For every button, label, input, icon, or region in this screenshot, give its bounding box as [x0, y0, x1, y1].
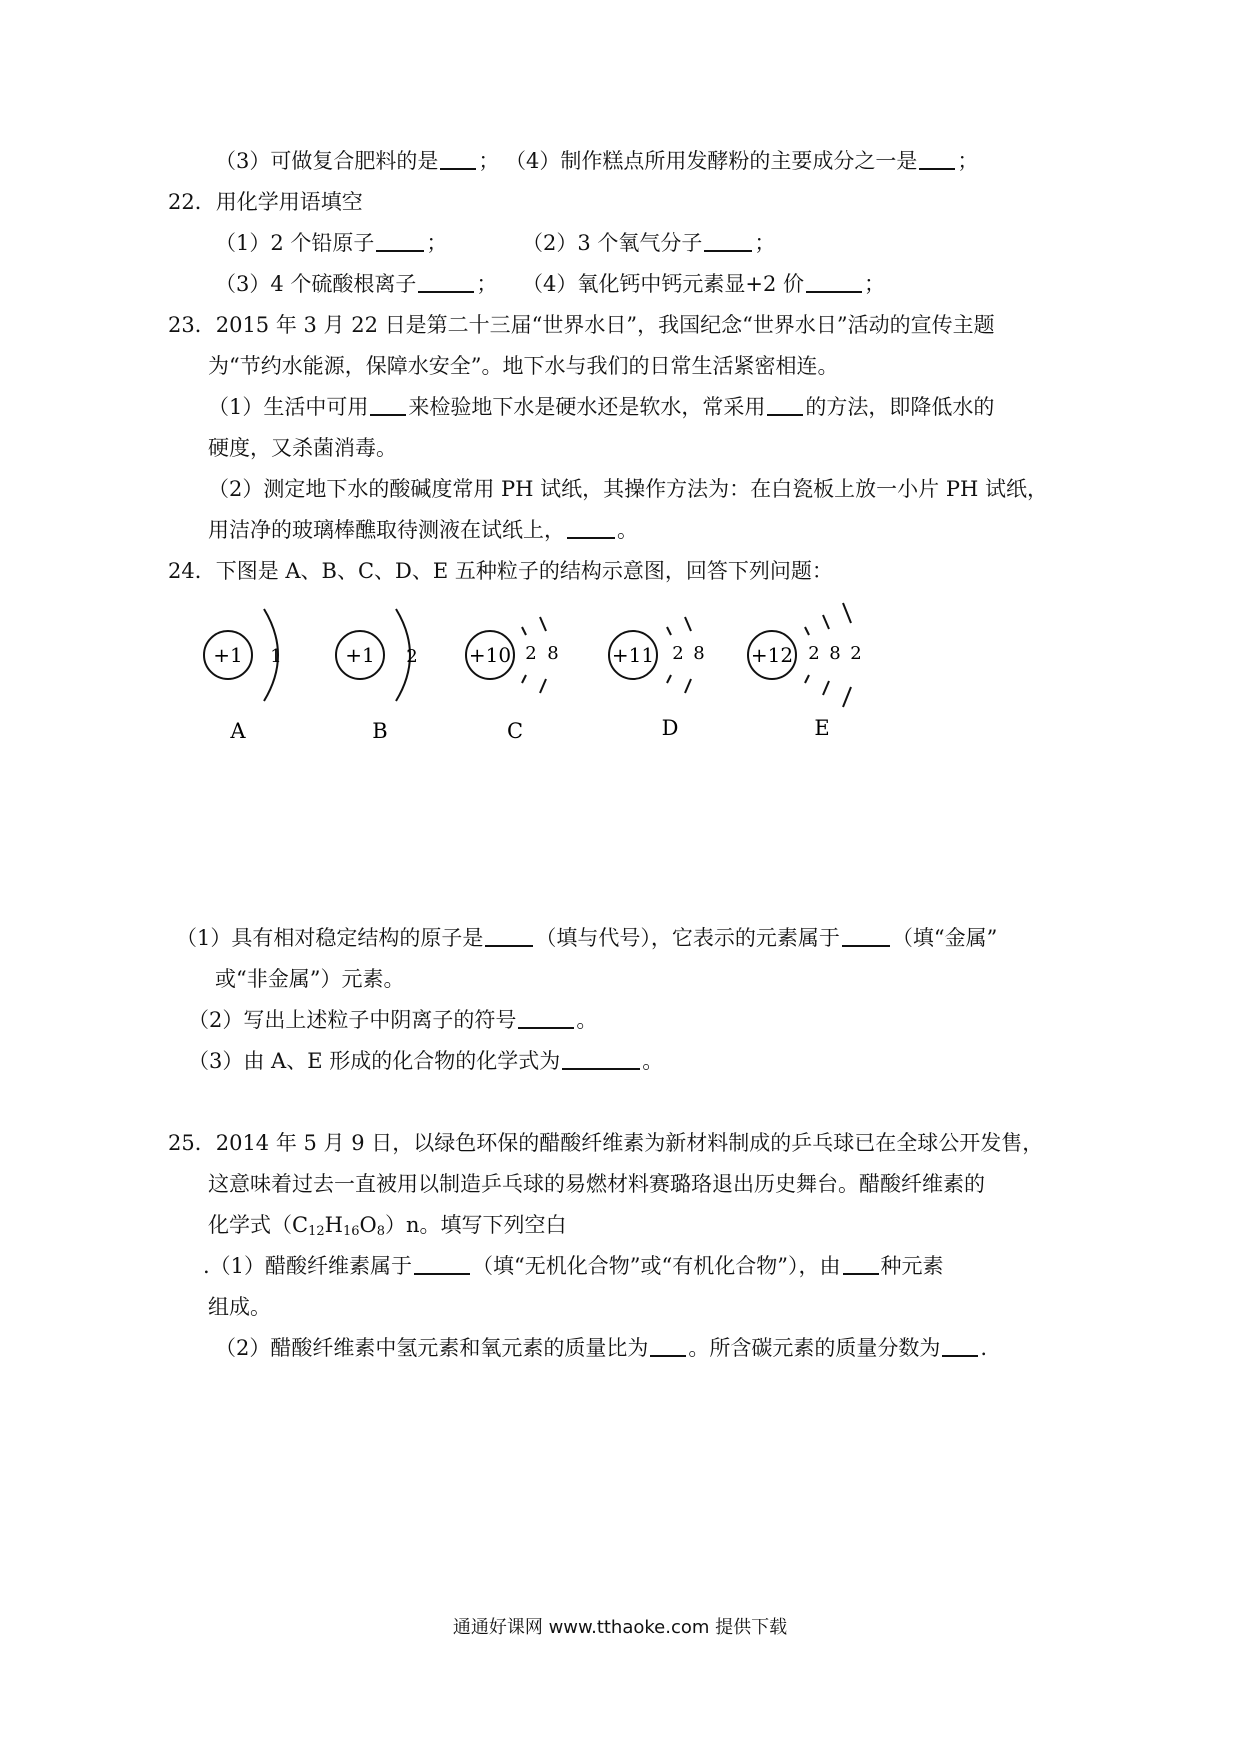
q23-line1: 23．2015 年 3 月 22 日是第二十三届“世界水日”，我国纪念“世界水日”活动的宣传主题 — [168, 313, 995, 337]
atom-b-label: B — [372, 719, 388, 743]
q24-intro: 24．下图是 A、B、C、D、E 五种粒子的结构示意图，回答下列问题： — [168, 559, 833, 583]
answer-blank[interactable] — [440, 148, 476, 170]
atom-structure-diagram — [190, 595, 890, 765]
q21-part4: （4）制作糕点所用发酵粉的主要成分之一是 ； — [505, 149, 979, 173]
page-footer: 通通好课网 www.tthaoke.com 提供下载 — [452, 1617, 788, 1638]
atom-e-shell-2: 8 — [829, 643, 841, 664]
q21-part3: （3）可做复合肥料的是 ； — [215, 149, 500, 173]
atom-e — [748, 603, 862, 740]
atom-d — [609, 617, 705, 740]
answer-blank[interactable] — [418, 271, 474, 293]
q25-line1: 25．2014 年 5 月 9 日，以绿色环保的醋酸纤维素为新材料制成的乒乓球已在全球公开发售， — [168, 1131, 1044, 1155]
q23-part1: （1）生活中可用 来检验地下水是硬水还是软水，常采用 的方法，即降低水的 — [208, 395, 995, 419]
answer-blank[interactable] — [806, 271, 862, 293]
q23-part2: （2）测定地下水的酸碱度常用 PH 试纸，其操作方法为：在白瓷板上放一小片 PH 试纸， — [208, 477, 1048, 501]
atom-e-nucleus: +12 — [750, 643, 794, 667]
atom-d-shell-2: 8 — [693, 643, 705, 664]
answer-blank[interactable] — [843, 1253, 879, 1275]
answer-blank[interactable] — [650, 1335, 686, 1357]
atom-b-nucleus: +1 — [345, 643, 375, 667]
q25-formula-line: 化学式$(C_{12}H_{16}O_8)n$。填写下列空白 — [208, 1213, 567, 1239]
q24-part2: （2）写出上述粒子中阴离子的符号 。 — [188, 1008, 598, 1032]
atom-b-shell-1: 2 — [406, 646, 418, 667]
atom-d-nucleus: +11 — [611, 643, 655, 667]
answer-blank[interactable] — [376, 230, 424, 252]
q23-line2: 为“节约水能源，保障水安全”。地下水与我们的日常生活紧密相连。 — [208, 354, 839, 378]
atom-c-shell-1: 2 — [525, 643, 537, 664]
atom-a-label: A — [230, 719, 246, 743]
q22-part1: （1）2 个铅原子 ； — [215, 231, 448, 255]
answer-blank[interactable] — [942, 1335, 978, 1357]
atom-d-label: D — [661, 716, 679, 740]
answer-blank[interactable] — [485, 925, 533, 947]
atom-c — [466, 617, 559, 743]
q25-part1: .（1）醋酸纤维素属于 （填“无机化合物”或“有机化合物”），由 种元素 — [203, 1254, 944, 1278]
atom-e-shell-3: 2 — [850, 643, 862, 664]
atom-b — [336, 609, 418, 743]
atom-a — [204, 609, 282, 743]
answer-blank[interactable] — [370, 394, 406, 416]
answer-blank[interactable] — [562, 1048, 640, 1070]
atom-e-label: E — [814, 716, 830, 740]
answer-blank[interactable] — [567, 517, 615, 539]
atom-a-nucleus: +1 — [213, 643, 243, 667]
atom-d-shell-1: 2 — [672, 643, 684, 664]
atom-c-nucleus: +10 — [468, 643, 512, 667]
answer-blank[interactable] — [704, 230, 752, 252]
atom-e-shell-1: 2 — [808, 643, 820, 664]
atom-a-shell-1: 1 — [270, 646, 282, 667]
atom-c-label: C — [506, 719, 524, 743]
q22-part2: （2）3 个氧气分子 ； — [522, 231, 776, 255]
answer-blank[interactable] — [842, 925, 890, 947]
answer-blank[interactable] — [767, 394, 803, 416]
q24-part1-cont: 或“非金属”）元素。 — [215, 967, 405, 991]
q23-part2-cont: 用洁净的玻璃棒醮取待测液在试纸上， 。 — [208, 518, 638, 542]
q24-part1: （1）具有相对稳定结构的原子是 （填与代号），它表示的元素属于 （填“金属” — [176, 926, 998, 950]
q22-title: 22．用化学用语填空 — [168, 190, 363, 214]
q22-part4: （4）氧化钙中钙元素显+2 价 ； — [522, 272, 885, 296]
q25-line2: 这意味着过去一直被用以制造乒乓球的易燃材料赛璐珞退出历史舞台。醋酸纤维素的 — [208, 1172, 985, 1196]
q23-part1-cont: 硬度，又杀菌消毒。 — [208, 436, 397, 460]
q25-part2: （2）醋酸纤维素中氢元素和氧元素的质量比为 。所含碳元素的质量分数为 . — [215, 1336, 988, 1360]
answer-blank[interactable] — [414, 1253, 470, 1275]
answer-blank[interactable] — [919, 148, 955, 170]
q24-part3: （3）由 A、E 形成的化合物的化学式为 。 — [188, 1049, 664, 1073]
atom-c-shell-2: 8 — [547, 643, 559, 664]
answer-blank[interactable] — [518, 1007, 574, 1029]
q22-part3: （3）4 个硫酸根离子 ； — [215, 272, 498, 296]
q25-part1-cont: 组成。 — [208, 1295, 271, 1319]
